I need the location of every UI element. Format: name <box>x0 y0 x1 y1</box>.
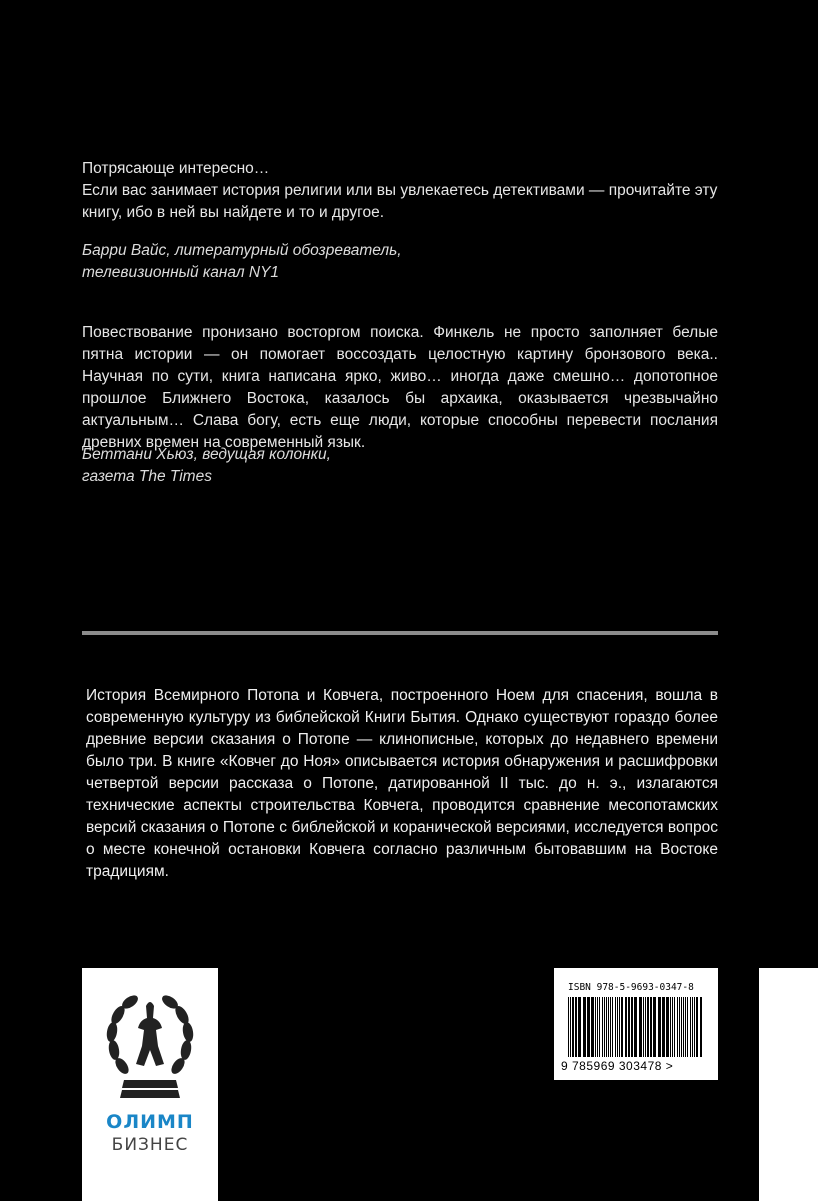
barcode-bar <box>670 997 671 1057</box>
review-1-quote <box>82 158 722 224</box>
barcode-bar <box>604 997 605 1057</box>
ean-number: 9 785969 303478 > <box>561 1059 674 1073</box>
barcode-bar <box>696 997 698 1057</box>
barcode-bar <box>645 997 646 1057</box>
barcode-bar <box>617 997 618 1057</box>
barcode-bar <box>610 997 611 1057</box>
barcode-bar <box>681 997 682 1057</box>
barcode-bar <box>687 997 688 1057</box>
barcode-bar <box>619 997 620 1057</box>
barcode-bar <box>608 997 609 1057</box>
barcode-bar <box>578 997 581 1057</box>
white-margin-strip <box>759 968 818 1201</box>
review-2-quote: Повествование пронизано восторгом поиска. Финкель не просто заполняет белые пятна истории — он помогает воссоздать целостную картину бронзового века.. Научная по сути, книга написана ярко, живо… иногда даже смешно… допотопное прошлое Ближнего Востока, казалось бы архаика, оказывается чрезвычайно актуальным… Слава богу, есть еще люди, которые способны перевести послания древних времен на современный язык. <box>82 324 718 451</box>
barcode-bar <box>685 997 686 1057</box>
barcode-bar <box>650 997 652 1057</box>
barcode-bar <box>677 997 678 1057</box>
barcode-bar <box>643 997 644 1057</box>
review-2-source: газета The Times <box>82 468 212 485</box>
barcode-bar <box>587 997 590 1057</box>
barcode-bar <box>572 997 574 1057</box>
barcode-bar <box>615 997 616 1057</box>
review-1-source: телевизионный канал NY1 <box>82 264 280 281</box>
barcode-bar <box>583 997 586 1057</box>
barcode-bar <box>591 997 594 1057</box>
barcode-bar <box>606 997 607 1057</box>
publisher-name-line-1: ОЛИМП <box>106 1111 194 1133</box>
barcode-bar <box>570 997 571 1057</box>
barcode-bar <box>628 997 630 1057</box>
barcode-bar <box>597 997 598 1057</box>
review-1-line-2: Если вас занимает история религии или вы увлекаетесь детективами — прочитайте эту книгу, ибо в ней вы найдете и то и другое. <box>82 182 718 221</box>
barcode-bar <box>692 997 693 1057</box>
review-2-author: Беттани Хьюз, ведущая колонки, <box>82 446 331 463</box>
publisher-logo-panel <box>82 968 218 1201</box>
barcode-bar <box>690 997 691 1057</box>
isbn-barcode <box>554 968 718 1080</box>
barcode-bar <box>612 997 613 1057</box>
barcode-bar <box>672 997 673 1057</box>
barcode-bar <box>639 997 642 1057</box>
barcode-bar <box>625 997 627 1057</box>
barcode-bar <box>679 997 680 1057</box>
divider-rule <box>82 631 718 635</box>
review-2-attribution <box>82 444 331 488</box>
review-1-author: Барри Вайс, литературный обозреватель, <box>82 242 402 259</box>
barcode-bar <box>647 997 649 1057</box>
barcode-bar <box>631 997 633 1057</box>
barcode-bar <box>595 997 596 1057</box>
barcode-bar <box>653 997 656 1057</box>
barcode-bar <box>662 997 665 1057</box>
barcode-bar <box>700 997 702 1057</box>
barcode-bar <box>621 997 623 1057</box>
book-description: История Всемирного Потопа и Ковчега, построенного Ноем для спасения, вошла в современную культуру из библейской Книги Бытия. Однако существуют гораздо более древние версии сказания о Потопе — клинописные, которых до недавнего времени было три. В книге «Ковчег до Ноя» описывается история обнаружения и расшифровки четвертой версии рассказа о Потопе, датированной II тыс. до н. э., излагаются технические аспекты строительства Ковчега, проводится сравнение месопотамских версий сказания о Потопе с библейской и коранической версиями, исследуется вопрос о месте конечной остановки Ковчега согласно различным бытовавшим на Востоке традициям. <box>86 687 718 880</box>
barcode-bar <box>568 997 569 1057</box>
barcode-bar <box>658 997 661 1057</box>
barcode-bar <box>634 997 637 1057</box>
barcode-bar <box>599 997 600 1057</box>
publisher-name-line-2: БИЗНЕС <box>111 1135 189 1155</box>
review-1-attribution <box>82 240 402 284</box>
barcode-bar <box>694 997 695 1057</box>
isbn-label: ISBN 978-5-9693-0347-8 <box>568 982 694 993</box>
barcode-bar <box>666 997 669 1057</box>
review-1-line-1: Потрясающе интересно… <box>82 160 270 177</box>
barcode-bar <box>575 997 577 1057</box>
barcode-bar <box>683 997 684 1057</box>
barcode-bar <box>602 997 603 1057</box>
barcode-bars <box>568 997 704 1057</box>
barcode-bar <box>674 997 675 1057</box>
laurel-wreath-icon <box>100 988 200 1110</box>
